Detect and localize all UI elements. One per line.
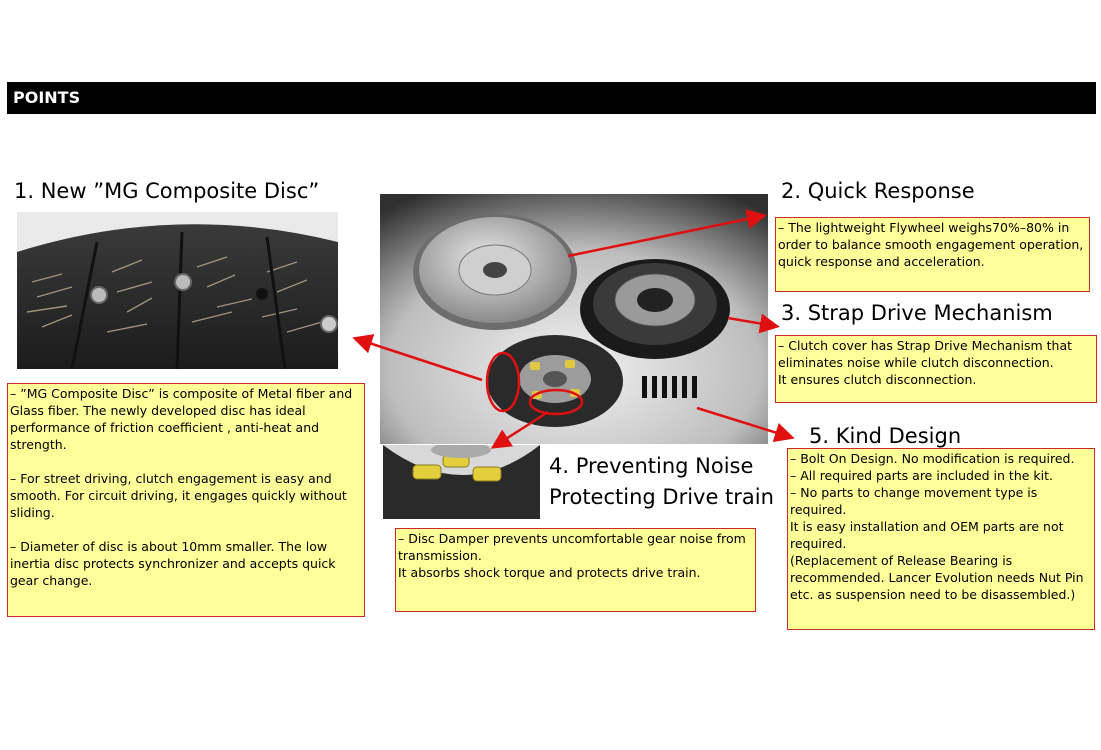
banner-title: POINTS <box>13 88 81 107</box>
heading-quick-response: 2. Quick Response <box>781 179 975 203</box>
note-mg-composite-disc: – ”MG Composite Disc” is composite of Metal fiber and Glass fiber. The newly developed disc has ideal performance of friction coefficient , anti-heat and strength. – For street driving, clutch engagement is easy and smooth. For circuit driving, it engages quickly without sliding. – Diameter of disc is about 10mm smaller. The low inertia disc protects synchronizer and accepts quick gear change. <box>7 383 365 617</box>
heading-mg-composite-disc: 1. New ”MG Composite Disc” <box>14 179 320 203</box>
clutch-kit-photo <box>380 194 768 444</box>
heading-strap-drive: 3. Strap Drive Mechanism <box>781 301 1053 325</box>
composite-disc-photo <box>17 212 338 369</box>
note-quick-response: – The lightweight Flywheel weighs70%–80% in order to balance smooth engagement operation, quick response and acceleration. <box>775 217 1090 292</box>
points-banner <box>7 82 1096 114</box>
heading-protecting-drive-train: Protecting Drive train <box>549 485 774 509</box>
note-strap-drive: – Clutch cover has Strap Drive Mechanism that eliminates noise while clutch disconnection. It ensures clutch disconnection. <box>775 335 1097 403</box>
note-preventing-noise: – Disc Damper prevents uncomfortable gear noise from transmission. It absorbs shock torque and protects drive train. <box>395 528 756 612</box>
disc-damper-photo <box>383 445 540 519</box>
heading-preventing-noise: 4. Preventing Noise <box>549 454 754 478</box>
heading-kind-design: 5. Kind Design <box>809 424 962 448</box>
note-kind-design: – Bolt On Design. No modification is required. – All required parts are included in the kit. – No parts to change movement type is required. It is easy installation and OEM parts are not required. (Replacement of Release Bearing is recommended. Lancer Evolution needs Nut Pin etc. as suspension need to be disassembled.) <box>787 448 1095 630</box>
